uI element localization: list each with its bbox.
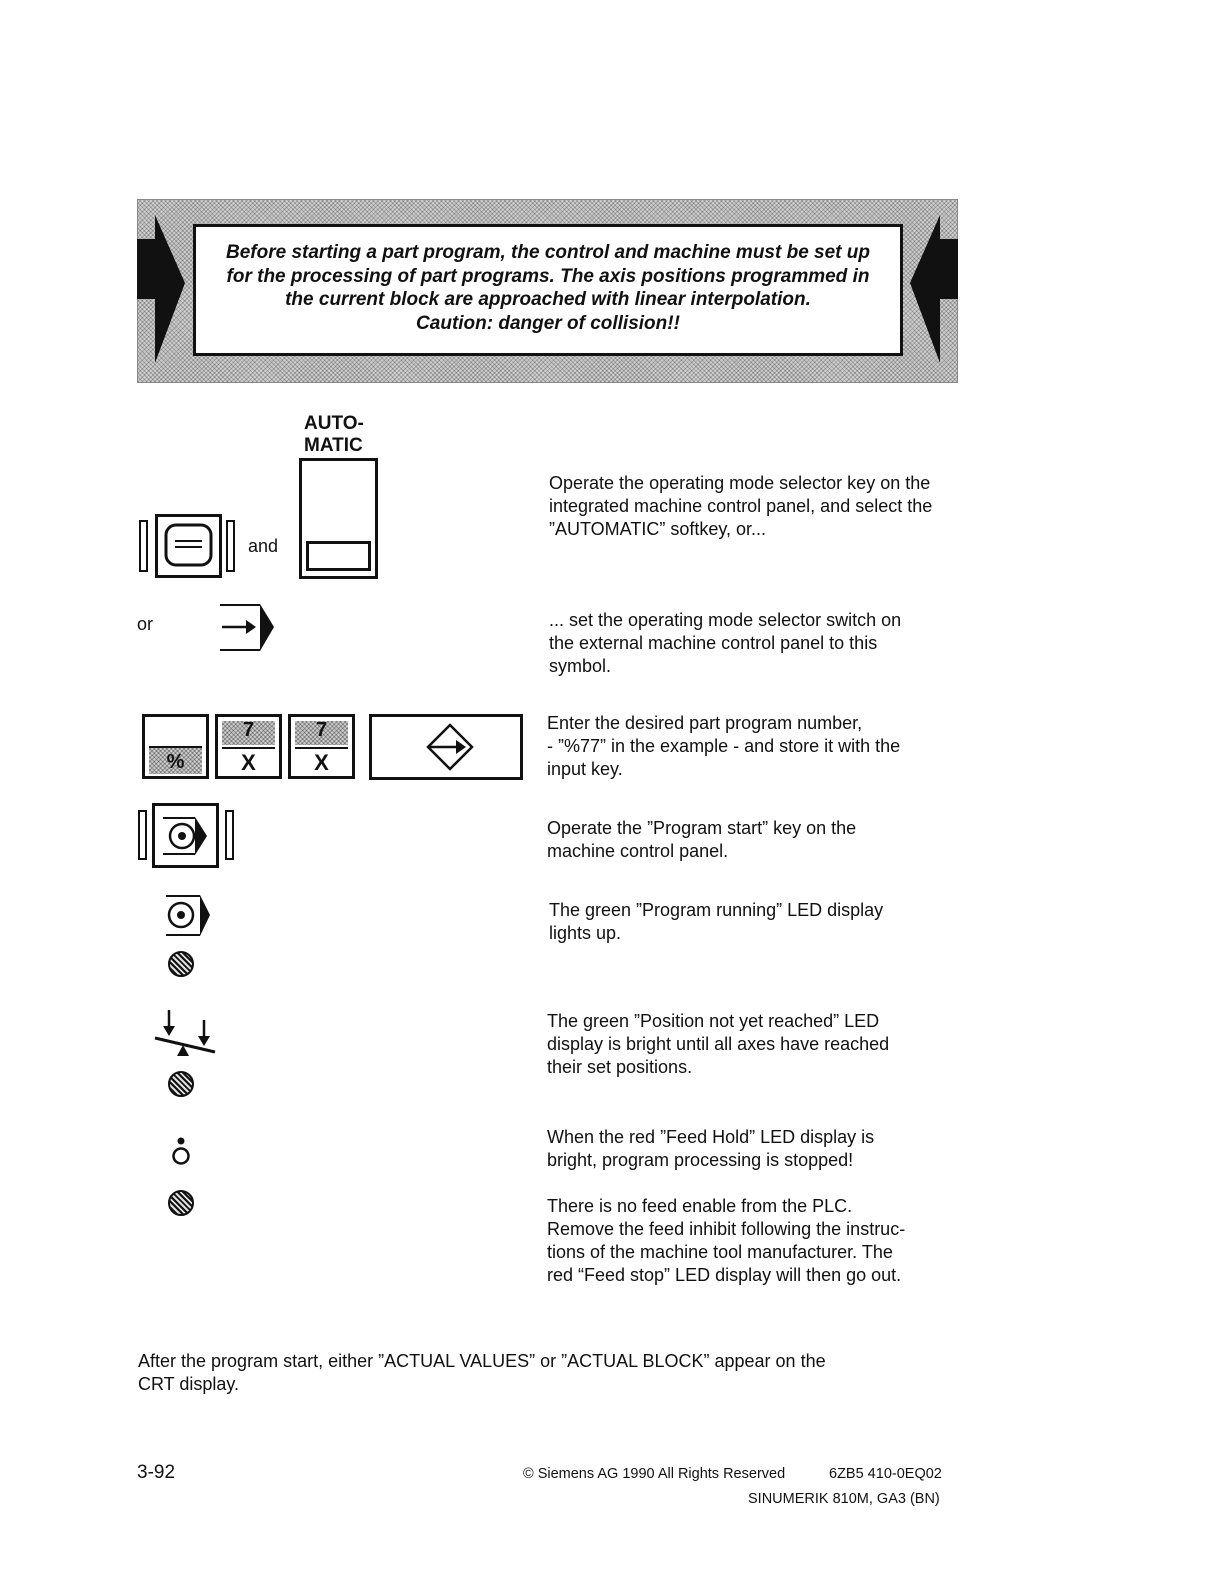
digit-7-key[interactable]: [215, 714, 282, 779]
key-divider: [222, 747, 275, 749]
digit-key-top-label: 7: [315, 719, 328, 741]
step-switch-description: ... set the operating mode selector switch on the external machine control panel to this symbol.: [549, 610, 902, 676]
digit-key-bottom-label: X: [314, 750, 329, 775]
step-feed-hold-description-2: There is no feed enable from the PLC. Remove the feed inhibit following the instruc- tions of the machine tool manufacturer. The red “Feed stop” LED display will then go out.: [547, 1196, 906, 1285]
right-arrow-icon: [910, 215, 958, 363]
caution-text: Before starting a part program, the control and machine must be set up for the processing of part programs. The axis positions programmed in the current block are approached with linear interpolation. Caution: danger of collision!!: [226, 242, 870, 334]
step-program-number-description: Enter the desired part program number, - ”%77” in the example - and store it with the input key.: [547, 713, 901, 779]
softkey-window: [306, 541, 371, 571]
step-program-start-description: Operate the ”Program start” key on the machine control panel.: [547, 818, 857, 861]
screen-icon: [158, 517, 219, 575]
position-not-reached-icon: [153, 1008, 219, 1058]
feed-hold-icon: [170, 1136, 194, 1168]
key-side-bar-right: [225, 810, 234, 860]
digit-key-bottom-label: X: [241, 750, 256, 775]
program-running-icon: [164, 894, 212, 938]
percent-key-label: %: [166, 751, 185, 773]
footer-order-number: 6ZB5 410-0EQ02: [829, 1466, 942, 1482]
program-running-led-icon: [168, 951, 194, 977]
key-side-bar-right: [226, 520, 235, 572]
footer-copyright: © Siemens AG 1990 All Rights Reserved: [523, 1466, 786, 1482]
closing-text: After the program start, either ”ACTUAL VALUES” or ”ACTUAL BLOCK” appear on the CRT display.: [138, 1351, 826, 1394]
page-number: 3-92: [137, 1462, 176, 1483]
input-key[interactable]: [369, 714, 523, 780]
step-program-running-description: The green ”Program running” LED display lights up.: [549, 900, 884, 943]
key-divider: [295, 747, 348, 749]
key-divider: [149, 746, 202, 748]
automatic-softkey[interactable]: [299, 458, 378, 579]
or-label: or: [137, 614, 154, 634]
step-feed-hold-description-1: When the red ”Feed Hold” LED display is bright, program processing is stopped!: [547, 1127, 875, 1170]
automatic-symbol-icon: [220, 603, 276, 653]
key-side-bar-left: [138, 810, 147, 860]
step-mode-select-description: Operate the operating mode selector key on the integrated machine control panel, and select the ”AUTOMATIC” softkey, or...: [549, 473, 933, 539]
digit-7-key[interactable]: [288, 714, 355, 779]
footer-product: SINUMERIK 810M, GA3 (BN): [748, 1491, 940, 1507]
left-arrow-icon: [137, 215, 185, 363]
percent-key[interactable]: [142, 714, 209, 779]
digit-key-top-label: 7: [242, 719, 255, 741]
program-start-icon: [155, 806, 216, 865]
step-position-description: The green ”Position not yet reached” LED display is bright until all axes have reached their set positions.: [547, 1011, 890, 1077]
and-label: and: [248, 536, 279, 556]
program-start-key[interactable]: [152, 803, 219, 868]
automatic-softkey-label: AUTO- MATIC: [304, 413, 364, 456]
key-side-bar-left: [139, 520, 148, 572]
operating-mode-key[interactable]: [155, 514, 222, 578]
input-key-icon: [372, 717, 520, 777]
position-not-reached-led-icon: [168, 1071, 194, 1097]
feed-hold-led-icon: [168, 1190, 194, 1216]
